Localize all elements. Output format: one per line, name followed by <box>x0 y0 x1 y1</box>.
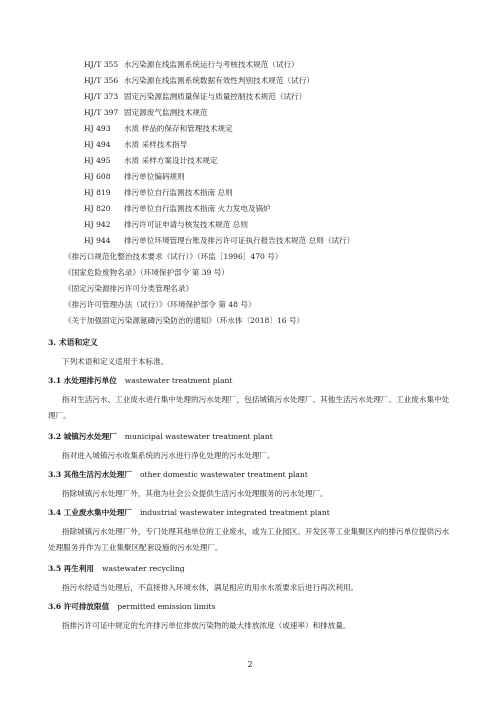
term-heading <box>48 432 273 442</box>
term-definition: 指对生活污水、工业废水进行集中处理的污水处理厂，包括城镇污水处理厂、其他生活污水处理厂、工业废水集中处理厂。 <box>48 395 450 420</box>
standard-code: HJ 819 <box>84 188 111 197</box>
term-definition: 指除城镇污水处理厂外，其他为社会公众提供生活污水处理服务的污水处理厂。 <box>62 489 328 498</box>
term-number: 3.4 <box>48 508 62 517</box>
document-ref: 《排污许可管理办法（试行）》（环境保护部令 第 48 号） <box>64 300 256 309</box>
standard-title: 水污染源在线监测系统数据有效性判别技术规范（试行） <box>124 76 314 85</box>
term-number: 3.5 <box>48 564 62 573</box>
standard-title: 排污单位环境管理台账及排污许可证执行报告技术规范 总则（试行） <box>124 236 355 245</box>
term-definition: 指除城镇污水处理厂外，专门处理其他单位的工业废水，或为工业园区、开发区等工业集聚区内的排污单位提供污水处理服务并作为工业集聚区配套设施的污水处理厂。 <box>48 527 450 552</box>
term-english: industrial wastewater integrated treatment plant <box>139 508 330 517</box>
standard-code: HJ 944 <box>84 236 111 245</box>
standard-title: 排污单位自行监测技术指南 总则 <box>124 188 233 197</box>
standard-title: 排污单位编码规则 <box>124 172 185 181</box>
standard-code: HJ 608 <box>84 172 111 181</box>
term-heading <box>48 470 308 480</box>
term-name: 许可排放限值 <box>63 602 110 611</box>
standard-title: 固定源废气监测技术规范 <box>124 108 208 117</box>
term-english: wastewater recycling <box>102 564 185 573</box>
standard-code: HJ 494 <box>84 140 111 149</box>
term-heading <box>48 508 330 518</box>
term-english: permitted emission limits <box>117 602 216 611</box>
document-ref: 《国家危险废物名录》（环境保护部令 第 39 号） <box>64 268 229 277</box>
term-definition: 指排污许可证中规定的允许排污单位排放污染物的最大排放浓度（或速率）和排放量。 <box>62 621 351 630</box>
page-number: 2 <box>247 660 253 669</box>
standard-ref <box>84 124 233 134</box>
standard-code: HJ 942 <box>84 220 111 229</box>
section-intro: 下列术语和定义适用于本标准。 <box>62 357 169 366</box>
term-name: 再生利用 <box>63 564 95 573</box>
term-english: municipal wastewater treatment plant <box>124 432 273 441</box>
term-name: 其他生活污水处理厂 <box>63 470 132 479</box>
term-definition: 指对进入城镇污水收集系统的污水进行净化处理的污水处理厂。 <box>62 451 275 460</box>
section-heading: 3. 术语和定义 <box>48 338 98 347</box>
term-name: 水处理排污单位 <box>63 376 117 385</box>
standard-ref <box>84 204 271 214</box>
standard-ref <box>84 236 354 246</box>
standard-ref <box>84 220 248 230</box>
term-heading <box>48 564 185 574</box>
term-heading <box>48 602 215 612</box>
standard-ref <box>84 188 233 198</box>
standard-code: HJ/T 356 <box>84 76 119 85</box>
document-ref: 《关于加强固定污染源氮磷污染防治的通知》（环水体〔2018〕16 号） <box>64 316 305 325</box>
standard-title: 固定污染源监测质量保证与质量控制技术规范（试行） <box>124 92 307 101</box>
standard-ref <box>84 172 185 182</box>
term-number: 3.6 <box>48 602 62 611</box>
document-ref: 《固定污染源排污许可分类管理名录》 <box>64 284 194 293</box>
standard-code: HJ 493 <box>84 124 111 133</box>
standard-title: 水污染源在线监测系统运行与考核技术规范（试行） <box>124 60 299 69</box>
standard-code: HJ/T 355 <box>84 60 119 69</box>
standard-ref <box>84 92 306 102</box>
term-english: other domestic wastewater treatment plant <box>139 470 308 479</box>
standard-title: 水质 采样方案设计技术规定 <box>124 156 218 165</box>
document-ref: 《排污口规范化整治技术要求（试行）》（环监［1996］470 号） <box>64 252 283 261</box>
standard-title: 水质 采样技术指导 <box>124 140 188 149</box>
term-heading <box>48 376 232 386</box>
standard-code: HJ/T 397 <box>84 108 119 117</box>
standard-title: 水质 样品的保存和管理技术规定 <box>124 124 233 133</box>
term-name: 工业废水集中处理厂 <box>63 508 132 517</box>
term-definition: 指污水经适当处理后，不直接排入环境水体，满足相应的用水水质要求后进行再次利用。 <box>62 583 359 592</box>
standard-code: HJ 820 <box>84 204 111 213</box>
standard-ref <box>84 156 218 166</box>
standard-title: 排污单位自行监测技术指南 火力发电及锅炉 <box>124 204 271 213</box>
term-number: 3.1 <box>48 376 62 385</box>
term-english: wastewater treatment plant <box>124 376 233 385</box>
standard-ref <box>84 108 208 118</box>
standard-ref <box>84 76 314 86</box>
term-number: 3.3 <box>48 470 62 479</box>
standard-code: HJ/T 373 <box>84 92 119 101</box>
standard-ref <box>84 60 299 70</box>
standard-ref <box>84 140 187 150</box>
standard-title: 排污许可证申请与核发技术规范 总则 <box>124 220 248 229</box>
standard-code: HJ 495 <box>84 156 111 165</box>
term-number: 3.2 <box>48 432 62 441</box>
term-name: 城镇污水处理厂 <box>63 432 117 441</box>
